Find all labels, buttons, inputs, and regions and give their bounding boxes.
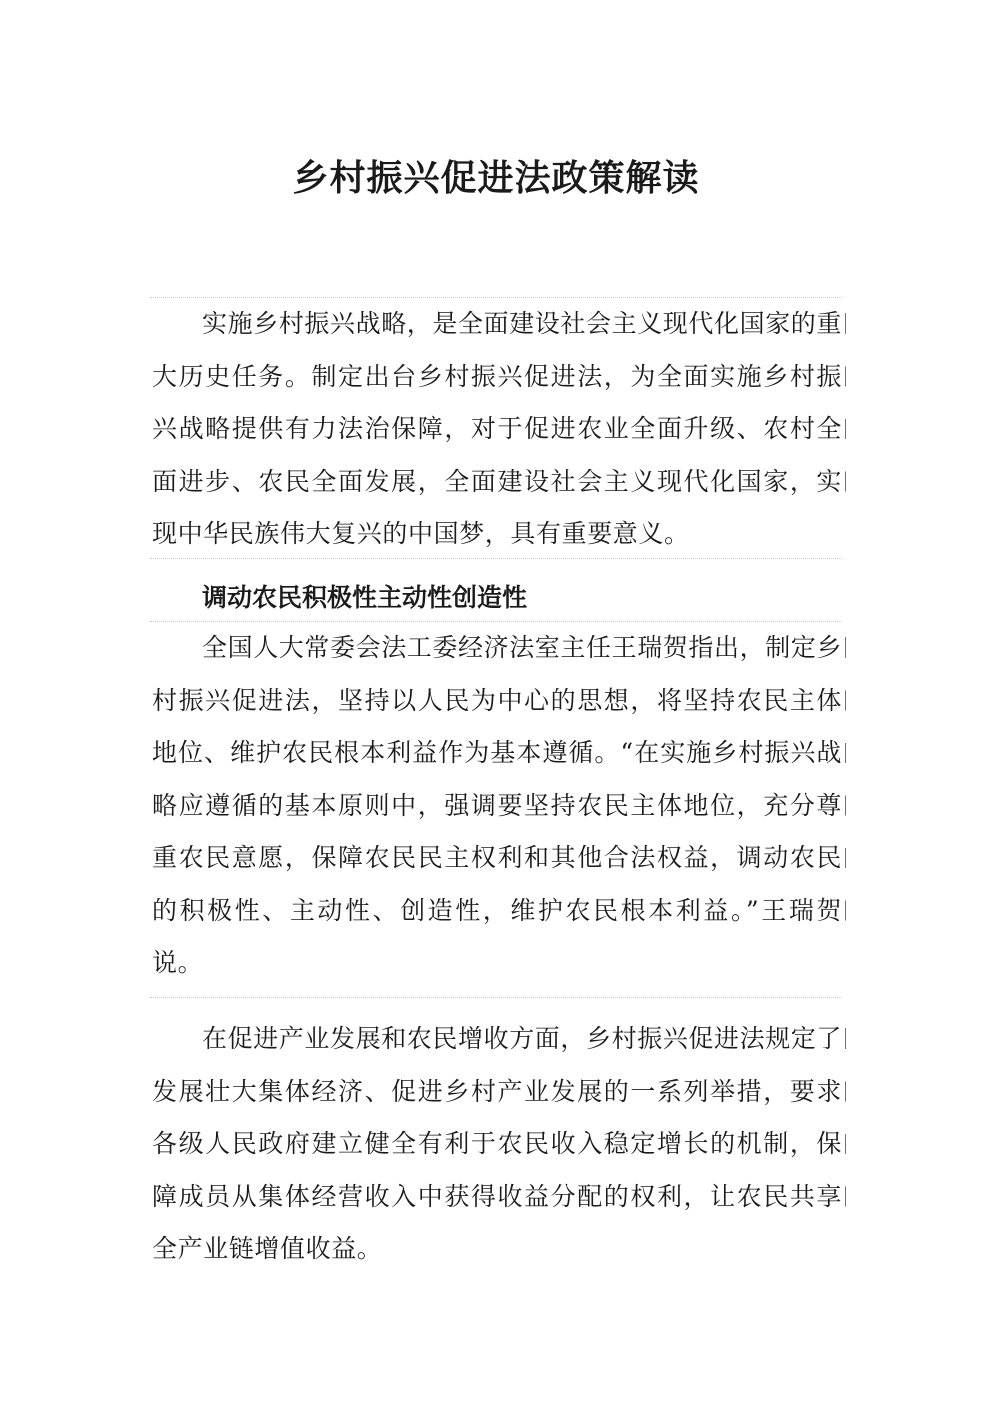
margin-marker (845, 298, 846, 509)
margin-marker (845, 622, 846, 938)
paragraph-intro: 实施乡村振兴战略，是全面建设社会主义现代化国家的重大历史任务。制定出台乡村振兴促进法，为全面实施乡村振兴战略提供有力法治保障，对于促进农业全面升级、农村全面进步、农民全面发展，全面建设社会主义现代化国家，实现中华民族伟大复兴的中国梦，具有重要意义。 (152, 309, 843, 548)
paragraph-quote: 全国人大常委会法工委经济法室主任王瑞贺指出，制定乡村振兴促进法，坚持以人民为中心的思想，将坚持农民主体地位、维护农民根本利益作为基本遵循。“在实施乡村振兴战略应遵循的基本原则中，强调要坚持农民主体地位，充分尊重农民意愿，保障农民民主权利和其他合法权益，调动农民的积极性、主动性、创造性，维护农民根本利益。”王瑞贺说。 (152, 633, 843, 977)
paragraph-income: 在促进产业发展和农民增收方面，乡村振兴促进法规定了发展壮大集体经济、促进乡村产业发展的一系列举措，要求各级人民政府建立健全有利于农民收入稳定增长的机制，保障成员从集体经营收入中获得收益分配的权利，让农民共享全产业链增值收益。 (152, 1024, 843, 1263)
paragraph-block (152, 298, 842, 561)
document-title: 乡村振兴促进法政策解读 (292, 157, 700, 199)
divider-rule (150, 997, 842, 998)
margin-marker (845, 1013, 846, 1224)
section-heading: 调动农民积极性主动性创造性 (202, 583, 528, 612)
paragraph-block (152, 1013, 842, 1276)
paragraph-block (152, 622, 842, 990)
divider-rule (150, 558, 842, 559)
